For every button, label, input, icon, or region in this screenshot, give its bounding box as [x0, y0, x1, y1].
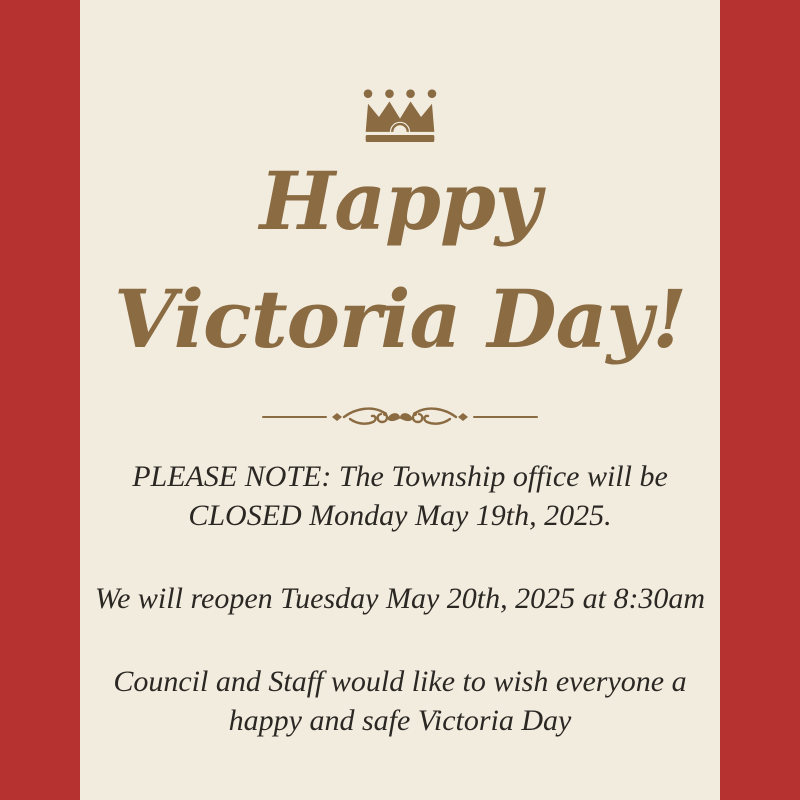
wish-paragraph: Council and Staff would like to wish everyone a happy and safe Victoria Day	[113, 665, 687, 737]
notice-paragraph: PLEASE NOTE: The Township office will be CLOSED Monday May 19th, 2025.	[132, 460, 668, 532]
flourish-divider-icon	[260, 403, 540, 431]
heading-line-2: Victoria Day!	[113, 272, 687, 366]
content-panel	[80, 0, 720, 800]
reopen-paragraph: We will reopen Tuesday May 20th, 2025 at 8:30am	[94, 582, 706, 615]
heading-line-1: Happy	[259, 154, 541, 248]
left-red-border	[0, 0, 80, 800]
crown-icon	[361, 88, 439, 143]
right-red-border	[720, 0, 800, 800]
